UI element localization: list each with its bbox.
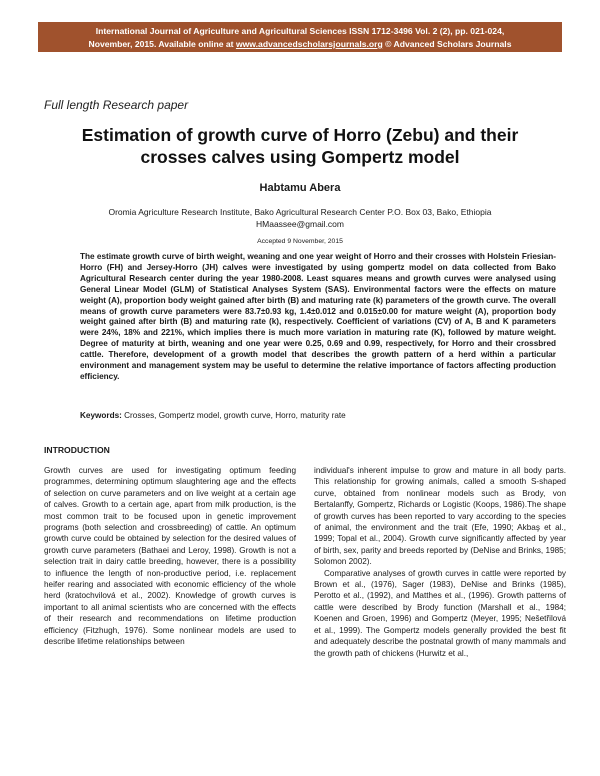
right-column bbox=[314, 465, 566, 659]
author-email: HMaassee@gmail.com bbox=[256, 219, 344, 229]
keywords-label: Keywords: bbox=[80, 411, 122, 420]
keywords-line bbox=[80, 410, 556, 421]
banner-line-2 bbox=[44, 38, 556, 51]
left-column-text: Growth curves are used for investigating optimum feeding programmes, determining optimum slaughtering age and the effects of selection on curve parameters and on live weight at a certain age of calves. Growth to a certain age, apart from milk production, is the most common trait to be focused upon in genetic improvement programs (both selection and crossbreeding) of cattle. An optimum growth curve could be obtained by selection for the desired values of growth curve parameters (Bathaei and Leroy, 1998). Growth is not a selection trait in dairy cattle breeding, however, there is a possibility to influence the length of non-productive period, i.e. replacement heifer rearing and associated with economic efficiency of the whole herd (kratochvilová et al., 2002). Knowledge of growth curves is important to all animal scientists who are concerned with the effects of their research and recommendations on lifetime production efficiency (Fitzhugh, 1976). Some nonlinear models are used to describe lifetime relationships between bbox=[44, 466, 296, 647]
keywords-list: Crosses, Gompertz model, growth curve, Horro, maturity rate bbox=[124, 411, 346, 420]
banner-line-1: International Journal of Agriculture and Agricultural Sciences ISSN 1712-3496 Vol. 2 (2), pp. 021-024, bbox=[95, 26, 505, 36]
author-name: Habtamu Abera bbox=[259, 182, 341, 194]
right-column-paragraph-2: Comparative analyses of growth curves in cattle were reported by Brown et al., (1976), Sager (1983), DeNise and Brinks (1985), Perotto et al., (1992), and Matthes et al., (1996). Growth patterns of cattle were described by Brody function (Marshall et al., 1984; Koenen and Groen, 1996) and Gompertz (Meyer, 1995; Nešetřilová et al., 1999). The Gompertz models generally provided the best fit and adequately describe the postnatal growth of many mammals and the growth path of chickens (Hurwitz et al., bbox=[314, 568, 566, 658]
affiliation-block bbox=[60, 206, 540, 230]
banner-line-2-prefix: November, 2015. Available online at bbox=[88, 39, 236, 49]
abstract: The estimate growth curve of birth weight, weaning and one year weight of Horro and their crosses with Holstein Friesian-Horro (FH) and Jersey-Horro (JH) calves were investigated by using gompertz model on data collected from Bako Agricultural Research center during the year 1980-2008. Least squares means and growth curves were analysed using General Linear Model (GLM) of Statistical Analyses System (SAS). Environmental factors were the effects on mature weight (A), proportion body weight gained after birth (B) and maturing rate (k) parameters of the growth curve. The overall means of growth curve parameters were 83.7±0.93 kg, 1.4±0.012 and 0.015±0.00 for mature weight (A), proportion body weight gained after birth (B) and maturing rate (k), respectively. Coefficient of variations (CV) of A, B and K parameters were 24%, 18% and 221%, which implies there is much more variation in maturing rate (K), followed by mature weight. Degree of maturity at birth, weaning and one year were 0.25, 0.69 and 0.99, respectively, for Horro and their crossbred cattle. Therefore, development of a growth model that describes the growth pattern of a herd within a particular environment and management system may be useful to determine the relative importance of factors affecting production efficiency. bbox=[80, 252, 556, 381]
banner-line-2-suffix: © Advanced Scholars Journals bbox=[382, 39, 512, 49]
section-heading: INTRODUCTION bbox=[44, 445, 110, 455]
right-column-paragraph-1: individual's inherent impulse to grow and mature in all body parts. This relationship for growing animals, called a smooth S-shaped curve, obtained from nonlinear models such as Brody, von Bertalanffy, Gompertz, Richards or Logistic (Koops, 1986).The shape of growth curves has been reported to vary according to the species of animal, the environment and the trait (Efe, 1990; Akbaş et al., 1999; Topal et al., 2004). Growth curve significantly affected by year of birth, sex, parity and breeds reported by (DeNise and Brinks, 1985; Solomon 2002). bbox=[314, 466, 566, 567]
accepted-date: Accepted 9 November, 2015 bbox=[257, 238, 343, 245]
journal-website-link[interactable]: www.advancedscholarsjournals.org bbox=[235, 39, 383, 49]
affiliation: Oromia Agriculture Research Institute, Bako Agricultural Research Center P.O. Box 03, Bako, Ethiopia bbox=[108, 207, 492, 217]
paper-type: Full length Research paper bbox=[44, 98, 189, 112]
paper-title: Estimation of growth curve of Horro (Zebu) and their crosses calves using Gompertz model bbox=[81, 125, 519, 167]
journal-banner bbox=[38, 22, 562, 52]
left-column bbox=[44, 465, 296, 648]
